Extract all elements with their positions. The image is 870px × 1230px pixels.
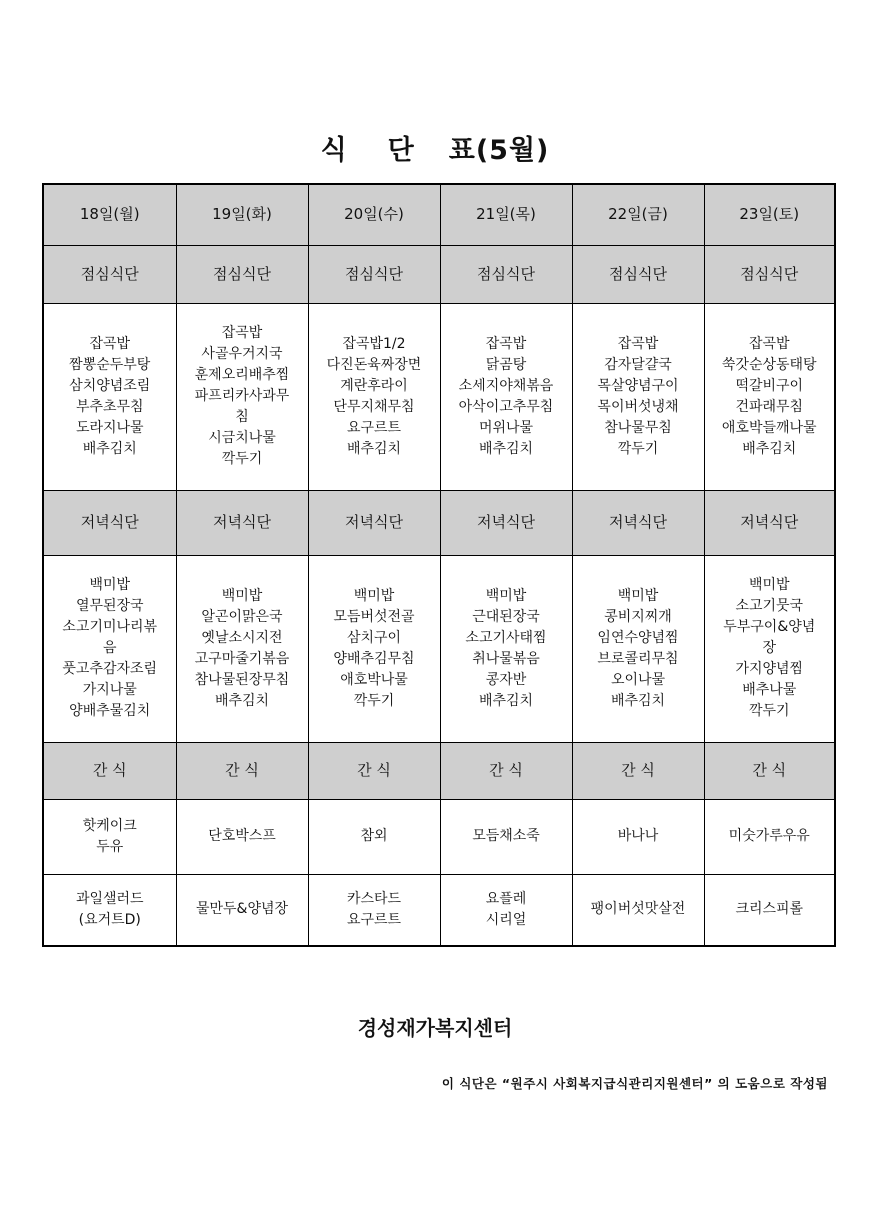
dinner-label: 저녁식단: [176, 490, 308, 555]
lunch-label: 점심식단: [440, 245, 572, 303]
day-header-row: [43, 184, 835, 245]
lunch-menu-cell: 잡곡밥 쑥갓순상동태탕 떡갈비구이 건파래무침 애호박들깨나물 배추김치: [704, 303, 835, 490]
dinner-label: 저녁식단: [43, 490, 176, 555]
snack-row-2: [43, 874, 835, 946]
snack-cell: 바나나: [572, 799, 704, 874]
center-name: 경성재가복지센터: [357, 1016, 513, 1040]
lunch-label: 점심식단: [572, 245, 704, 303]
page-title: [0, 128, 870, 167]
snack-cell: 참외: [308, 799, 440, 874]
title-part-1: 식: [320, 135, 348, 166]
snack-label: 간 식: [440, 742, 572, 799]
dinner-menu-cell: 백미밥 소고기뭇국 두부구이&양념 장 가지양념찜 배추나물 깍두기: [704, 555, 835, 742]
lunch-menu-cell: 잡곡밥 사골우거지국 훈제오리배추찜 파프리카사과무 침 시금치나물 깍두기: [176, 303, 308, 490]
snack-cell: 핫케이크 두유: [43, 799, 176, 874]
dinner-label: 저녁식단: [440, 490, 572, 555]
lunch-menu-row: [43, 303, 835, 490]
snack-cell: 과일샐러드 (요거트D): [43, 874, 176, 946]
lunch-label: 점심식단: [43, 245, 176, 303]
snack-label: 간 식: [572, 742, 704, 799]
dinner-label-row: [43, 490, 835, 555]
menu-table: [42, 183, 836, 947]
lunch-menu-cell: 잡곡밥 닭곰탕 소세지야채볶음 아삭이고추무침 머위나물 배추김치: [440, 303, 572, 490]
dinner-menu-cell: 백미밥 모듬버섯전골 삼치구이 양배추김무침 애호박나물 깍두기: [308, 555, 440, 742]
dinner-label: 저녁식단: [704, 490, 835, 555]
lunch-label: 점심식단: [704, 245, 835, 303]
snack-cell: 카스타드 요구르트: [308, 874, 440, 946]
title-part-3: 표(5월): [448, 135, 550, 166]
snack-cell: 요플레 시리얼: [440, 874, 572, 946]
snack-cell: 물만두&양념장: [176, 874, 308, 946]
lunch-label: 점심식단: [308, 245, 440, 303]
snack-cell: 단호박스프: [176, 799, 308, 874]
day-header: 21일(목): [440, 184, 572, 245]
dinner-menu-cell: 백미밥 근대된장국 소고기사태찜 취나물볶음 콩자반 배추김치: [440, 555, 572, 742]
snack-label-row: [43, 742, 835, 799]
day-header: 23일(토): [704, 184, 835, 245]
dinner-menu-cell: 백미밥 콩비지찌개 임연수양념찜 브로콜리무침 오이나물 배추김치: [572, 555, 704, 742]
lunch-label: 점심식단: [176, 245, 308, 303]
lunch-menu-cell: 잡곡밥 감자달걀국 목살양념구이 목이버섯냉채 참나물무침 깍두기: [572, 303, 704, 490]
snack-row-1: [43, 799, 835, 874]
lunch-menu-cell: 잡곡밥1/2 다진돈육짜장면 계란후라이 단무지채무침 요구르트 배추김치: [308, 303, 440, 490]
snack-label: 간 식: [176, 742, 308, 799]
snack-cell: 팽이버섯맛살전: [572, 874, 704, 946]
snack-cell: 미숫가루우유: [704, 799, 835, 874]
lunch-menu-cell: 잡곡밥 짬뽕순두부탕 삼치양념조림 부추초무침 도라지나물 배추김치: [43, 303, 176, 490]
credit-note: 이 식단은 “원주시 사회복지급식관리지원센터” 의 도움으로 작성됨: [441, 1076, 828, 1091]
day-header: 22일(금): [572, 184, 704, 245]
snack-label: 간 식: [43, 742, 176, 799]
dinner-label: 저녁식단: [572, 490, 704, 555]
dinner-menu-cell: 백미밥 열무된장국 소고기미나리볶 음 풋고추감자조림 가지나물 양배추물김치: [43, 555, 176, 742]
dinner-label: 저녁식단: [308, 490, 440, 555]
lunch-label-row: [43, 245, 835, 303]
title-part-2: 단: [387, 135, 415, 166]
snack-cell: 모듬채소죽: [440, 799, 572, 874]
day-header: 20일(수): [308, 184, 440, 245]
snack-label: 간 식: [704, 742, 835, 799]
dinner-menu-row: [43, 555, 835, 742]
day-header: 18일(월): [43, 184, 176, 245]
day-header: 19일(화): [176, 184, 308, 245]
snack-label: 간 식: [308, 742, 440, 799]
dinner-menu-cell: 백미밥 알곤이맑은국 옛날소시지전 고구마줄기볶음 참나물된장무침 배추김치: [176, 555, 308, 742]
snack-cell: 크리스피롤: [704, 874, 835, 946]
